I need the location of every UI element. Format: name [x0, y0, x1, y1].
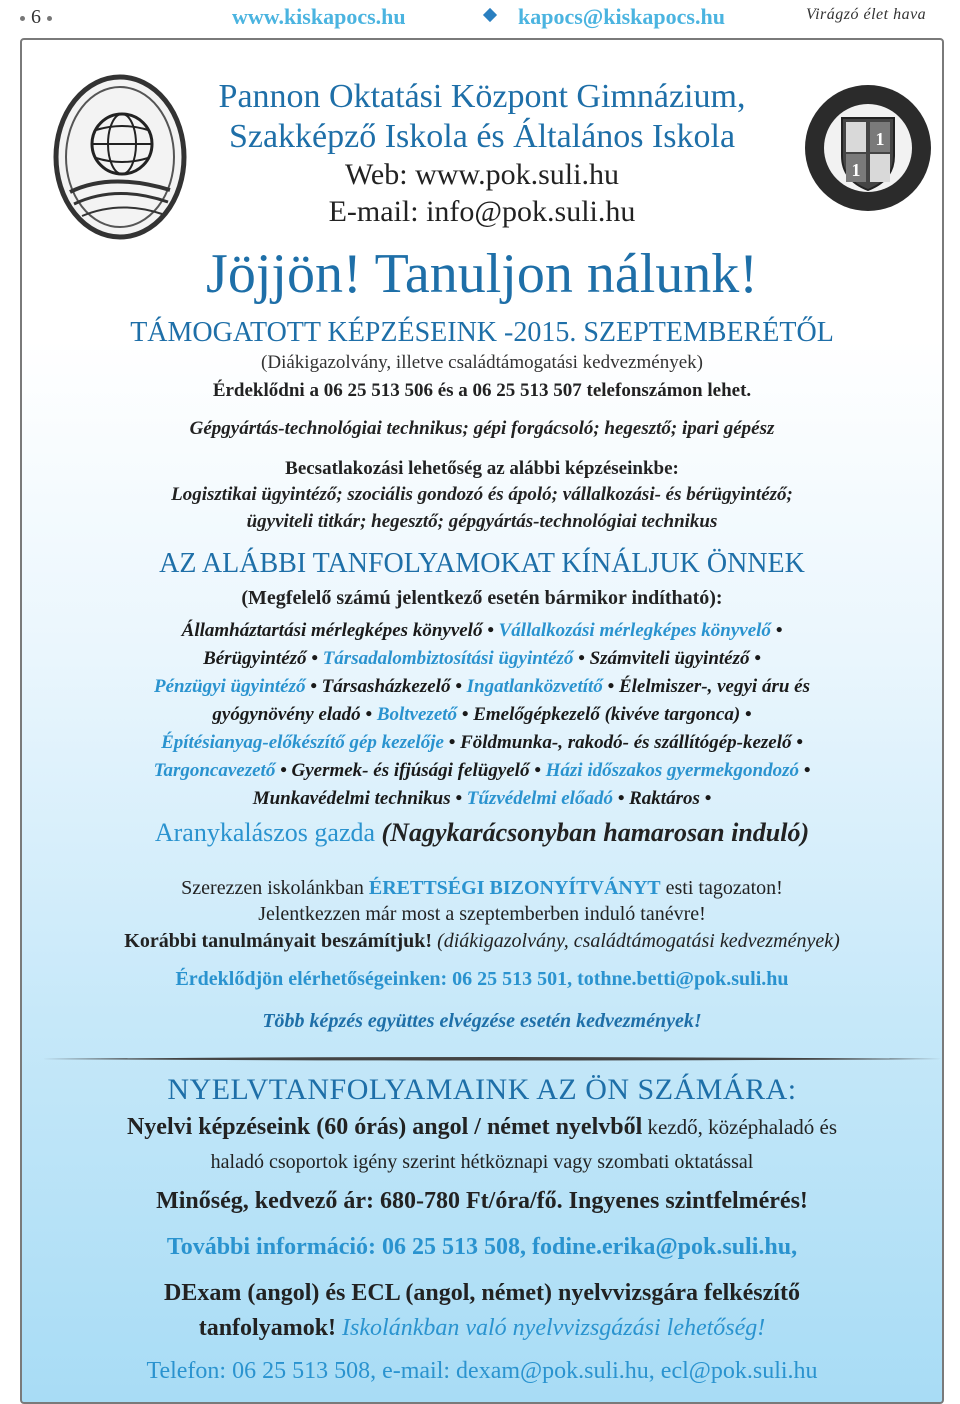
bullet-icon: • [602, 676, 619, 697]
course-item: Gyermek- és ifjúsági felügyelő [291, 760, 530, 781]
bullet-icon: • [457, 704, 474, 725]
supported-contact: Érdeklődni a 06 25 513 506 és a 06 25 513 507 telefonszámon lehet. [212, 380, 752, 401]
joining-line2: ügyviteli titkár; hegesztő; gépgyártás-technológiai technikus [246, 511, 718, 532]
farmer-course: Aranykalászos gazda [154, 818, 376, 847]
course-item: Raktáros [629, 788, 700, 809]
exam-courses: tanfolyamok! [198, 1315, 337, 1341]
course-item: gyógynövény eladó [212, 704, 361, 725]
language-price: Minőség, kedvező ár: 680-780 Ft/óra/fő. Ingyenes szintfelmérés! [156, 1188, 808, 1214]
matura-benefits: (diákigazolvány, családtámogatási kedvezmények) [432, 930, 840, 952]
language-title: NYELVTANFOLYAMAINK AZ ÖN SZÁMÁRA: [167, 1073, 797, 1106]
bullet-icon: • [573, 648, 590, 669]
supported-subtitle: (Diákigazolvány, illetve családtámogatási kedvezmények) [261, 352, 703, 373]
course-item: Társasházkezelő [321, 676, 451, 697]
supported-courses: Gépgyártás-technológiai technikus; gépi forgácsoló; hegesztő; ipari gépész [189, 418, 775, 439]
matura-emphasis: ÉRETTSÉGI BIZONYÍTVÁNYT [368, 877, 661, 899]
section-divider [42, 1056, 942, 1062]
diamond-icon [483, 8, 497, 22]
bullet-icon: • [798, 760, 811, 781]
email-link[interactable]: kapocs@kiskapocs.hu [518, 4, 725, 29]
page-number-text: 6 [31, 6, 41, 28]
course-item: Építésianyag-előkészítő gép kezelője [161, 732, 444, 753]
bullet-icon: • [749, 648, 761, 669]
bullet-icon: • [770, 620, 783, 641]
bullet-icon: • [305, 676, 322, 697]
course-line [22, 648, 942, 670]
language-line2: haladó csoportok igény szerint hétköznapi vagy szombati oktatással [210, 1151, 754, 1173]
matura-post: esti tagozaton! [660, 877, 783, 899]
supported-title: TÁMOGATOTT KÉPZÉSEINK -2015. SZEPTEMBERÉTŐL [130, 317, 834, 348]
course-item: Ingatlanközvetítő [466, 676, 603, 697]
course-item: Házi időszakos gyermekgondozó [545, 760, 799, 781]
course-item: Pénzügyi ügyintéző [154, 676, 306, 697]
school-web[interactable]: Web: www.pok.suli.hu [345, 158, 619, 191]
course-item: Földmunka-, rakodó- és szállítógép-kezelő [460, 732, 792, 753]
language-levels: kezdő, középhaladó és [642, 1115, 838, 1139]
course-line [22, 676, 942, 698]
language-line1 [22, 1114, 942, 1141]
discount-note: Több képzés együttes elvégzése esetén kedvezmények! [262, 1010, 702, 1032]
bullet-icon: • [443, 732, 461, 753]
course-line [22, 788, 942, 810]
matura-contact: Érdeklődjön elérhetőségeinken: 06 25 513 501, tothne.betti@pok.suli.hu [175, 968, 789, 990]
matura-line2: Jelentkezzen már most a szeptemberben induló tanévre! [258, 903, 706, 925]
matura-credit: Korábbi tanulmányait beszámítjuk! [124, 930, 433, 952]
page-number [14, 6, 58, 29]
svg-text:1: 1 [875, 129, 885, 149]
slogan: Jöjjön! Tanuljon nálunk! [206, 243, 758, 305]
language-info: További információ: 06 25 513 508, fodine.erika@pok.suli.hu, [166, 1234, 798, 1260]
bullet-icon: • [740, 704, 752, 725]
exam-line1: DExam (angol) és ECL (angol, német) nyelvvizsgára felkészítő [164, 1280, 800, 1306]
bullet-icon: • [275, 760, 292, 781]
farmer-line [22, 818, 942, 848]
course-item: Boltvezető [376, 704, 458, 725]
course-line [22, 620, 942, 642]
joining-line1: Logisztikai ügyintéző; szociális gondozó és ápoló; vállalkozási- és bérügyintéző; [171, 484, 793, 505]
matura-line3 [22, 930, 942, 953]
course-item: Számviteli ügyintéző [589, 648, 750, 669]
course-item: Vállalkozási mérlegképes könyvelő [498, 620, 771, 641]
course-item: Élelmiszer-, vegyi áru és [618, 676, 810, 697]
bullet-icon: • [791, 732, 803, 753]
bullet-icon: • [450, 676, 467, 697]
svg-text:1: 1 [851, 160, 861, 180]
school-email[interactable]: E-mail: info@pok.suli.hu [328, 195, 636, 228]
bullet-icon: • [612, 788, 630, 809]
course-item: Társadalombiztosítási ügyintéző [322, 648, 574, 669]
website-link[interactable]: www.kiskapocs.hu [232, 4, 406, 29]
matura-line1 [22, 877, 942, 900]
school-name-line2: Szakképző Iskola és Általános Iskola [228, 118, 736, 155]
course-item: Államháztartási mérlegképes könyvelő [181, 620, 483, 641]
language-courses: Nyelvi képzéseink (60 órás) angol / német nyelvből [126, 1114, 643, 1140]
course-line [22, 704, 942, 726]
school-crest-icon [802, 82, 934, 214]
course-line [22, 732, 942, 754]
course-item: Tűzvédelmi előadó [466, 788, 613, 809]
exam-line2 [22, 1315, 942, 1342]
farmer-note: (Nagykarácsonyban hamarosan induló) [375, 818, 810, 847]
language-phone: Telefon: 06 25 513 508, e-mail: dexam@pok.suli.hu, ecl@pok.suli.hu [146, 1358, 818, 1384]
bullet-icon: • [306, 648, 323, 669]
bullet-icon: • [482, 620, 499, 641]
bullet-icon: • [529, 760, 546, 781]
course-line [22, 760, 942, 782]
section-title: Virágzó élet hava [806, 6, 927, 23]
joining-title: Becsatlakozási lehetőség az alábbi képzéseinkbe: [285, 458, 679, 479]
course-item: Bérügyintéző [203, 648, 307, 669]
advertisement-box [20, 38, 944, 1404]
course-item: Munkavédelmi technikus [252, 788, 451, 809]
course-item: Targoncavezető [153, 760, 276, 781]
matura-pre: Szerezzen iskolánkban [181, 877, 369, 899]
bullet-icon: • [699, 788, 712, 809]
school-name-line1: Pannon Oktatási Központ Gimnázium, [218, 78, 746, 115]
bullet-icon: • [450, 788, 467, 809]
page-header [0, 0, 960, 36]
offer-title: AZ ALÁBBI TANFOLYAMOKAT KÍNÁLJUK ÖNNEK [159, 548, 805, 579]
bullet-icon: • [360, 704, 377, 725]
offer-subtitle: (Megfelelő számú jelentkező esetén bármikor indítható): [241, 587, 723, 609]
exam-opportunity: Iskolánkban való nyelvvizsgázási lehetőség! [336, 1315, 766, 1341]
course-item: Emelőgépkezelő (kivéve targonca) [473, 704, 741, 725]
